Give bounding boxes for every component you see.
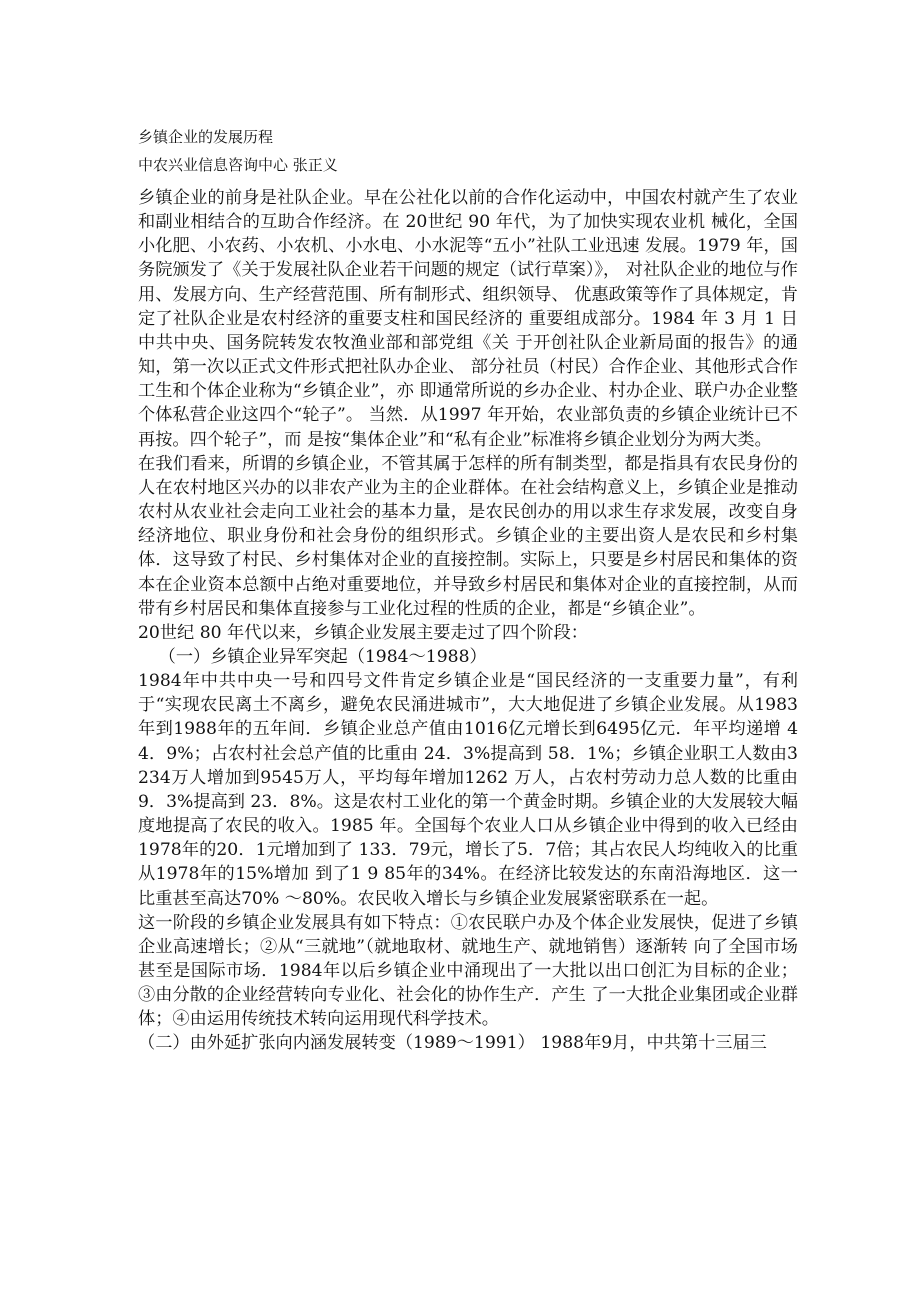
- stage-one-heading: （一）乡镇企业异军突起（1984～1988）: [158, 646, 487, 667]
- paragraph-definition: 在我们看来，所谓的乡镇企业，不管其属于怎样的所有制类型，都是指具有农民身份的人在农村地区兴办的以非农产业为主的企业群体。在社会结构意义上，乡镇企业是推动农村从农业社会走向工业社会的基本力量，是农民创办的用以求生存求发展，改变自身经济地位、职业身份和社会身份的组织形式。乡镇企业的主要出资人是农民和乡村集体．这导致了村民、乡村集体对企业的直接控制。实际上，只要是乡村居民和集体的资本在企业资本总额中占绝对重要地位，并导致乡村居民和集体对企业的直接控制，从而带有乡村居民和集体直接参与工业化过程的性质的企业，都是“乡镇企业”。: [138, 453, 798, 619]
- paragraph-stages-intro: 20世纪 80 年代以来，乡镇企业发展主要走过了四个阶段：: [138, 622, 588, 643]
- paragraph-origins: 乡镇企业的前身是社队企业。早在公社化以前的合作化运动中，中国农村就产生了农业和副业相结合的互助合作经济。在 20世纪 90 年代，为了加快实现农业机 械化，全国小化肥、小农药、小农机、小水电、小水泥等“五小”社队工业迅速 发展。1979 年，国务院颁发了《关于发展社队企业若干问题的规定（试行草案）》， 对社队企业的地位与作用、发展方向、生产经营范围、所有制形式、组织领导、 优惠政策等作了具体规定，肯定了社队企业是农村经济的重要支柱和国民经济的 重要组成部分。1984 年 3 月 1 日中共中央、国务院转发农牧渔业部和部党组《关 于开创社队企业新局面的报告》的通知，第一次以正式文件形式把社队办企业、 部分社员（村民）合作企业、其他形式合作工生和个体企业称为“乡镇企业”，亦 即通常所说的乡办企业、村办企业、联户办企业整个体私营企业这四个“轮子”。 当然．从1997 年开始，农业部负责的乡镇企业统计已不再按。四个轮子”，而 是按“集体企业”和“私有企业”标准将乡镇企业划分为两大类。: [138, 188, 798, 450]
- document-author: 中农兴业信息咨询中心 张正义: [138, 156, 338, 174]
- paragraph-stage-one-features: 这一阶段的乡镇企业发展具有如下特点：①农民联户办及个体企业发展快，促进了乡镇企业高速增长；②从“三就地”（就地取材、就地生产、就地销售）逐渐转 向了全国市场甚至是国际市场．1984年以后乡镇企业中涌现出了一大批以出口创汇为目标的企业；③由分散的企业经营转向专业化、社会化的协作生产．产生 了一大批企业集团或企业群体；④由运用传统技术转向运用现代科学技术。: [138, 912, 798, 1030]
- document-title: 乡镇企业的发展历程: [138, 128, 274, 146]
- document-page: [138, 126, 798, 1056]
- paragraph-stage-one-body: 1984年中共中央一号和四号文件肯定乡镇企业是“国民经济的一支重要力量”，有利于“实现农民离土不离乡，避免农民涌进城市”，大大地促进了乡镇企业发展。从1983年到1988年的五年间．乡镇企业总产值由1016亿元增长到6495亿元．年平均递增 44．9%；占农村社会总产值的比重由 24．3%提高到 58．1%；乡镇企业职工人数由3234万人增加到9545万人，平均每年增加1262 万人，占农村劳动力总人数的比重由9．3%提高到 23．8%。这是农村工业化的第一个黄金时期。乡镇企业的大发展较大幅度地提高了农民的收入。1985 年。全国每个农业人口从乡镇企业中得到的收入已经由1978年的20．1元增加到了 133．79元，增长了5．7倍；其占农民人均纯收入的比重从1978年的15%增加 到了1 9 85年的34%。在经济比较发达的东南沿海地区．这一比重甚至高达70% ～80%。农民收入增长与乡镇企业发展紧密联系在一起。: [138, 671, 798, 909]
- stage-two-heading: （二）由外延扩张向内涵发展转变（1989～1991） 1988年9月，中共第十三届三: [138, 1033, 767, 1054]
